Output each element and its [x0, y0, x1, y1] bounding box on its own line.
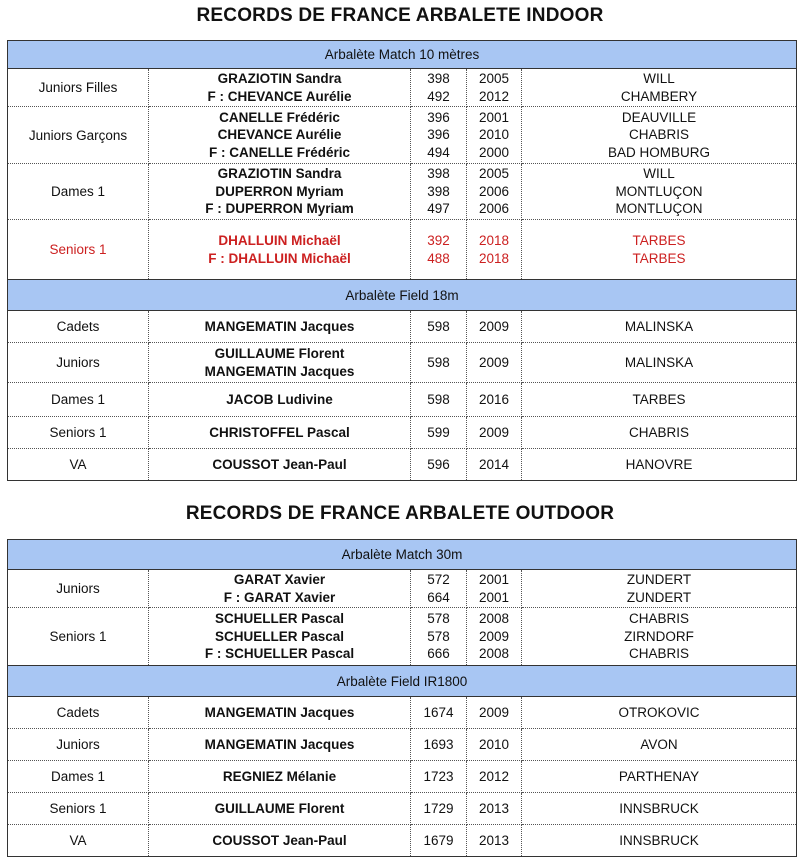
score: 598	[427, 318, 450, 334]
score: 1729	[423, 800, 454, 816]
year: 2012	[478, 768, 510, 784]
category-cell: VA	[8, 449, 149, 481]
athlete-name-cell	[149, 697, 411, 729]
category-cell: Dames 1	[8, 164, 149, 220]
athlete-name: F : DHALLUIN Michaël	[208, 250, 351, 266]
record-row	[8, 449, 797, 481]
athlete-name: GARAT Xavier	[233, 572, 326, 587]
score-cell	[411, 220, 467, 280]
place: OTROKOVIC	[618, 704, 700, 720]
place: AVON	[640, 736, 678, 752]
year-cell	[467, 793, 522, 825]
place: WILL	[643, 71, 675, 86]
section-header-row	[8, 280, 797, 311]
record-row	[8, 697, 797, 729]
place-cell	[522, 608, 797, 666]
score: 1693	[423, 736, 454, 752]
place-cell	[522, 343, 797, 383]
place: TARBES	[632, 391, 686, 407]
score: 396	[427, 127, 450, 143]
year: 2013	[478, 800, 510, 816]
place-cell	[522, 697, 797, 729]
year: 2001	[478, 589, 510, 605]
year-cell	[467, 220, 522, 280]
category-cell: Juniors	[8, 343, 149, 383]
score: 596	[427, 456, 450, 472]
indoor-title: RECORDS DE FRANCE ARBALETE INDOOR	[196, 5, 604, 26]
place: BAD HOMBURG	[608, 144, 711, 160]
athlete-name-cell	[149, 383, 411, 417]
score-cell	[411, 570, 467, 608]
section-header: Arbalète Field IR1800	[8, 666, 797, 697]
year-cell	[467, 729, 522, 761]
record-row	[8, 164, 797, 220]
record-row	[8, 343, 797, 383]
athlete-name: DHALLUIN Michaël	[218, 233, 341, 248]
athlete-name: MANGEMATIN Jacques	[204, 363, 355, 379]
section-header: Arbalète Match 30m	[8, 540, 797, 570]
year: 2010	[478, 736, 510, 752]
year-cell	[467, 164, 522, 220]
year-cell	[467, 570, 522, 608]
outdoor-records-table	[7, 539, 797, 857]
place: MONTLUÇON	[615, 201, 703, 217]
athlete-name-cell	[149, 343, 411, 383]
score-cell	[411, 729, 467, 761]
score: 1679	[423, 832, 454, 848]
place: CHABRIS	[629, 611, 690, 627]
score: 488	[427, 250, 450, 266]
year-cell	[467, 383, 522, 417]
score-cell	[411, 164, 467, 220]
score: 398	[427, 71, 450, 86]
score: 664	[427, 589, 450, 605]
athlete-name: DUPERRON Myriam	[215, 183, 344, 199]
score-cell	[411, 69, 467, 107]
athlete-name-cell	[149, 69, 411, 107]
year: 2006	[478, 201, 510, 217]
category-cell: Seniors 1	[8, 220, 149, 280]
score-cell	[411, 608, 467, 666]
record-row	[8, 761, 797, 793]
place: ZUNDERT	[626, 589, 692, 605]
place: INNSBRUCK	[619, 832, 699, 848]
section-header-row	[8, 666, 797, 697]
record-row	[8, 793, 797, 825]
place-cell	[522, 69, 797, 107]
year: 2009	[478, 628, 510, 644]
year: 2001	[478, 572, 510, 587]
score: 1674	[423, 704, 454, 720]
category-cell: Dames 1	[8, 761, 149, 793]
athlete-name: JACOB Ludivine	[226, 391, 333, 407]
athlete-name: COUSSOT Jean-Paul	[212, 832, 347, 848]
record-row	[8, 417, 797, 449]
year-cell	[467, 697, 522, 729]
year: 2001	[478, 109, 510, 125]
year: 2012	[478, 88, 510, 104]
year-cell	[467, 608, 522, 666]
place-cell	[522, 825, 797, 857]
record-row	[8, 608, 797, 666]
year: 2008	[478, 646, 510, 662]
place: CHABRIS	[629, 424, 690, 440]
year: 2006	[478, 183, 510, 199]
score-cell	[411, 825, 467, 857]
record-row	[8, 107, 797, 164]
section-header-row	[8, 540, 797, 570]
year: 2010	[478, 127, 510, 143]
athlete-name-cell	[149, 311, 411, 343]
place-cell	[522, 570, 797, 608]
place: CHABRIS	[629, 127, 690, 143]
score-cell	[411, 311, 467, 343]
athlete-name-cell	[149, 761, 411, 793]
category-cell: Dames 1	[8, 383, 149, 417]
score: 398	[427, 183, 450, 199]
record-row	[8, 220, 797, 280]
score: 598	[427, 354, 450, 370]
score: 599	[427, 424, 450, 440]
athlete-name-cell	[149, 825, 411, 857]
year: 2008	[478, 611, 510, 627]
place: ZUNDERT	[626, 572, 692, 587]
score: 392	[427, 233, 450, 248]
score: 398	[427, 166, 450, 182]
athlete-name-cell	[149, 107, 411, 164]
score-cell	[411, 383, 467, 417]
year-cell	[467, 343, 522, 383]
category-cell: Seniors 1	[8, 793, 149, 825]
place-cell	[522, 164, 797, 220]
score: 492	[427, 88, 450, 104]
score-cell	[411, 107, 467, 164]
athlete-name: MANGEMATIN Jacques	[204, 704, 355, 720]
score-cell	[411, 761, 467, 793]
record-row	[8, 383, 797, 417]
athlete-name: GUILLAUME Florent	[214, 800, 345, 816]
category-cell: Juniors	[8, 570, 149, 608]
athlete-name: MANGEMATIN Jacques	[204, 318, 355, 334]
year: 2009	[478, 354, 510, 370]
place: MALINSKA	[624, 354, 694, 370]
record-row	[8, 570, 797, 608]
place-cell	[522, 449, 797, 481]
place: PARTHENAY	[618, 768, 700, 784]
section-header: Arbalète Match 10 mètres	[8, 41, 797, 69]
category-cell: Juniors Filles	[8, 69, 149, 107]
place: MALINSKA	[624, 318, 694, 334]
place-cell	[522, 417, 797, 449]
place-cell	[522, 220, 797, 280]
year-cell	[467, 761, 522, 793]
record-row	[8, 69, 797, 107]
place: TARBES	[632, 250, 686, 266]
athlete-name: GRAZIOTIN Sandra	[217, 166, 342, 182]
year: 2000	[478, 144, 510, 160]
athlete-name: F : CANELLE Frédéric	[208, 144, 351, 160]
year: 2005	[478, 71, 510, 86]
athlete-name: COUSSOT Jean-Paul	[212, 456, 347, 472]
athlete-name-cell	[149, 417, 411, 449]
score: 497	[427, 201, 450, 217]
score: 666	[427, 646, 450, 662]
category-cell: Seniors 1	[8, 608, 149, 666]
score: 1723	[423, 768, 454, 784]
place: WILL	[643, 166, 675, 182]
year: 2018	[478, 250, 510, 266]
year: 2009	[478, 318, 510, 334]
category-cell: VA	[8, 825, 149, 857]
section-header-row	[8, 41, 797, 69]
athlete-name-cell	[149, 608, 411, 666]
athlete-name: CHEVANCE Aurélie	[217, 127, 342, 143]
year: 2009	[478, 704, 510, 720]
year: 2014	[478, 456, 510, 472]
athlete-name-cell	[149, 220, 411, 280]
athlete-name: CHRISTOFFEL Pascal	[209, 424, 350, 440]
athlete-name: REGNIEZ Mélanie	[222, 768, 337, 784]
athlete-name: SCHUELLER Pascal	[214, 628, 345, 644]
place: CHAMBERY	[620, 88, 698, 104]
place: CHABRIS	[629, 646, 690, 662]
score-cell	[411, 417, 467, 449]
year: 2018	[478, 233, 510, 248]
record-row	[8, 311, 797, 343]
score: 572	[427, 572, 450, 587]
score: 598	[427, 391, 450, 407]
athlete-name: CANELLE Frédéric	[219, 109, 340, 125]
score: 494	[427, 144, 450, 160]
athlete-name: MANGEMATIN Jacques	[204, 736, 355, 752]
category-cell: Juniors Garçons	[8, 107, 149, 164]
year-cell	[467, 69, 522, 107]
athlete-name-cell	[149, 729, 411, 761]
indoor-records-table	[7, 40, 797, 481]
year-cell	[467, 107, 522, 164]
record-row	[8, 729, 797, 761]
score-cell	[411, 449, 467, 481]
athlete-name: F : GARAT Xavier	[223, 589, 336, 605]
athlete-name: F : SCHUELLER Pascal	[204, 646, 355, 662]
place: INNSBRUCK	[619, 800, 699, 816]
year-cell	[467, 825, 522, 857]
place-cell	[522, 311, 797, 343]
score-cell	[411, 793, 467, 825]
score-cell	[411, 343, 467, 383]
category-cell: Cadets	[8, 311, 149, 343]
score: 396	[427, 109, 450, 125]
place: DEAUVILLE	[621, 109, 697, 125]
athlete-name: GUILLAUME Florent	[214, 346, 345, 361]
place-cell	[522, 107, 797, 164]
category-cell: Juniors	[8, 729, 149, 761]
year-cell	[467, 449, 522, 481]
place-cell	[522, 729, 797, 761]
place: TARBES	[632, 233, 686, 248]
place: MONTLUÇON	[615, 183, 703, 199]
place: ZIRNDORF	[624, 628, 694, 644]
athlete-name: GRAZIOTIN Sandra	[217, 71, 342, 86]
athlete-name: F : DUPERRON Myriam	[205, 201, 354, 217]
score-cell	[411, 697, 467, 729]
athlete-name: F : CHEVANCE Aurélie	[207, 88, 352, 104]
athlete-name-cell	[149, 570, 411, 608]
year-cell	[467, 311, 522, 343]
record-row	[8, 825, 797, 857]
year: 2005	[478, 166, 510, 182]
athlete-name-cell	[149, 164, 411, 220]
athlete-name: SCHUELLER Pascal	[214, 611, 345, 627]
outdoor-title: RECORDS DE FRANCE ARBALETE OUTDOOR	[185, 503, 615, 524]
place: HANOVRE	[625, 456, 693, 472]
year: 2016	[478, 391, 510, 407]
score: 578	[427, 628, 450, 644]
place-cell	[522, 383, 797, 417]
category-cell: Seniors 1	[8, 417, 149, 449]
year-cell	[467, 417, 522, 449]
score: 578	[427, 611, 450, 627]
category-cell: Cadets	[8, 697, 149, 729]
athlete-name-cell	[149, 793, 411, 825]
athlete-name-cell	[149, 449, 411, 481]
year: 2009	[478, 424, 510, 440]
section-header: Arbalète Field 18m	[8, 280, 797, 311]
place-cell	[522, 761, 797, 793]
place-cell	[522, 793, 797, 825]
year: 2013	[478, 832, 510, 848]
